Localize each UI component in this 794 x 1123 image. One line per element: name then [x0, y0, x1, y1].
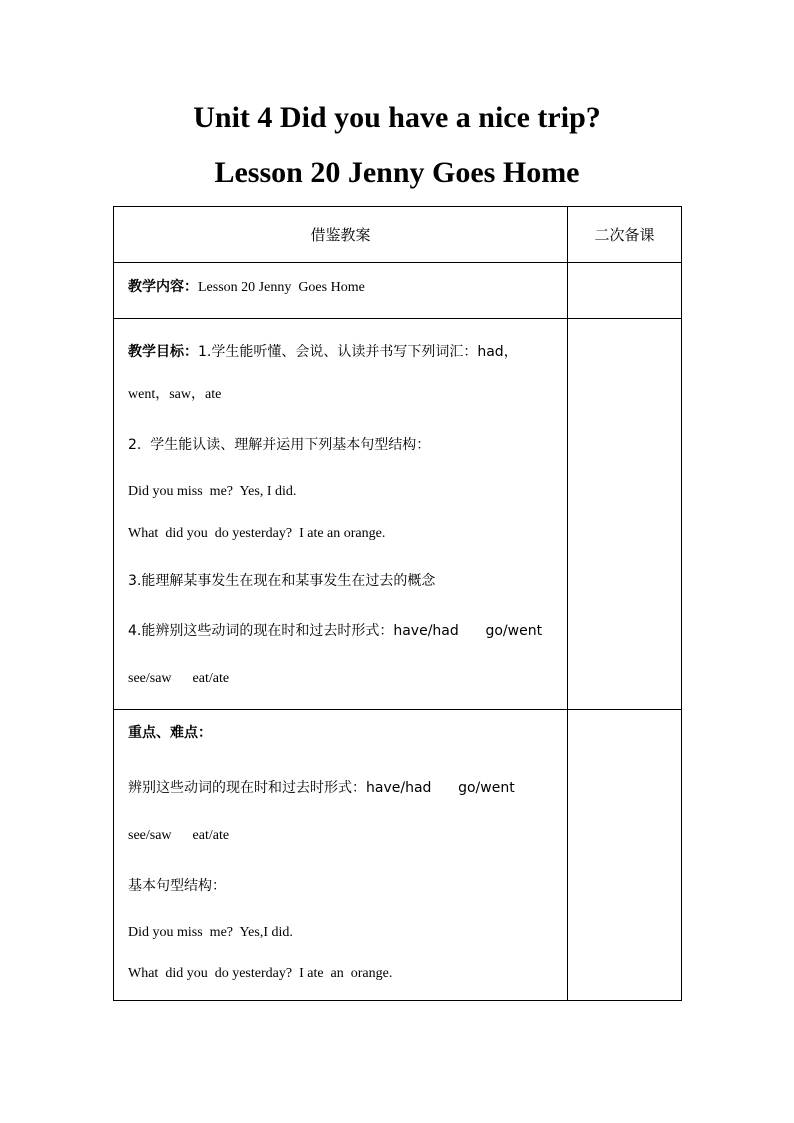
goals-line-7: 4.能辨别这些动词的现在时和过去时形式：have/had go/went [128, 623, 543, 639]
teaching-content-text: Lesson 20 Jenny Goes Home [198, 280, 365, 295]
keys-line-5: What did you do yesterday? I ate an orange. [128, 966, 393, 981]
goals-line-2: went，saw，ate [128, 387, 222, 402]
header-reference-plan: 借鉴教案 [310, 226, 371, 244]
unit-title: Unit 4 Did you have a nice trip? [193, 101, 601, 134]
teaching-goals-notes-cell [568, 319, 682, 710]
teaching-content-notes-cell [568, 263, 682, 319]
teaching-goals-row [114, 319, 682, 710]
teaching-goals-cell [114, 319, 568, 710]
keys-line-1: 辨别这些动词的现在时和过去时形式：have/had go/went [128, 780, 515, 796]
goals-line-5: What did you do yesterday? I ate an orange. [128, 526, 386, 541]
teaching-content-row [114, 263, 682, 319]
header-second-prep: 二次备课 [594, 226, 655, 244]
key-points-row [114, 710, 682, 1001]
keys-line-2: see/saw eat/ate [128, 828, 230, 843]
keys-line-3: 基本句型结构： [128, 878, 226, 894]
header-right-cell [568, 207, 682, 263]
lesson-plan-table [113, 206, 682, 1001]
goals-line-4: Did you miss me? Yes, I did. [128, 484, 297, 499]
teaching-goals-label: 教学目标： [128, 344, 198, 360]
goals-line-3: 2. 学生能认读、理解并运用下列基本句型结构： [128, 437, 431, 453]
lesson-title: Lesson 20 Jenny Goes Home [214, 156, 580, 189]
key-points-label: 重点、难点： [128, 725, 212, 741]
goals-line-6: 3.能理解某事发生在现在和某事发生在过去的概念 [128, 573, 436, 589]
teaching-content-cell [114, 263, 568, 319]
goals-line-1: 1.学生能听懂、会说、认读并书写下列词汇：had， [198, 344, 518, 360]
teaching-content-label: 教学内容： [128, 279, 198, 295]
keys-line-4: Did you miss me? Yes,I did. [128, 925, 293, 940]
key-points-notes-cell [568, 710, 682, 1001]
goals-line-8: see/saw eat/ate [128, 671, 230, 686]
key-points-cell [114, 710, 568, 1001]
table-header-row [114, 207, 682, 263]
header-left-cell [114, 207, 568, 263]
